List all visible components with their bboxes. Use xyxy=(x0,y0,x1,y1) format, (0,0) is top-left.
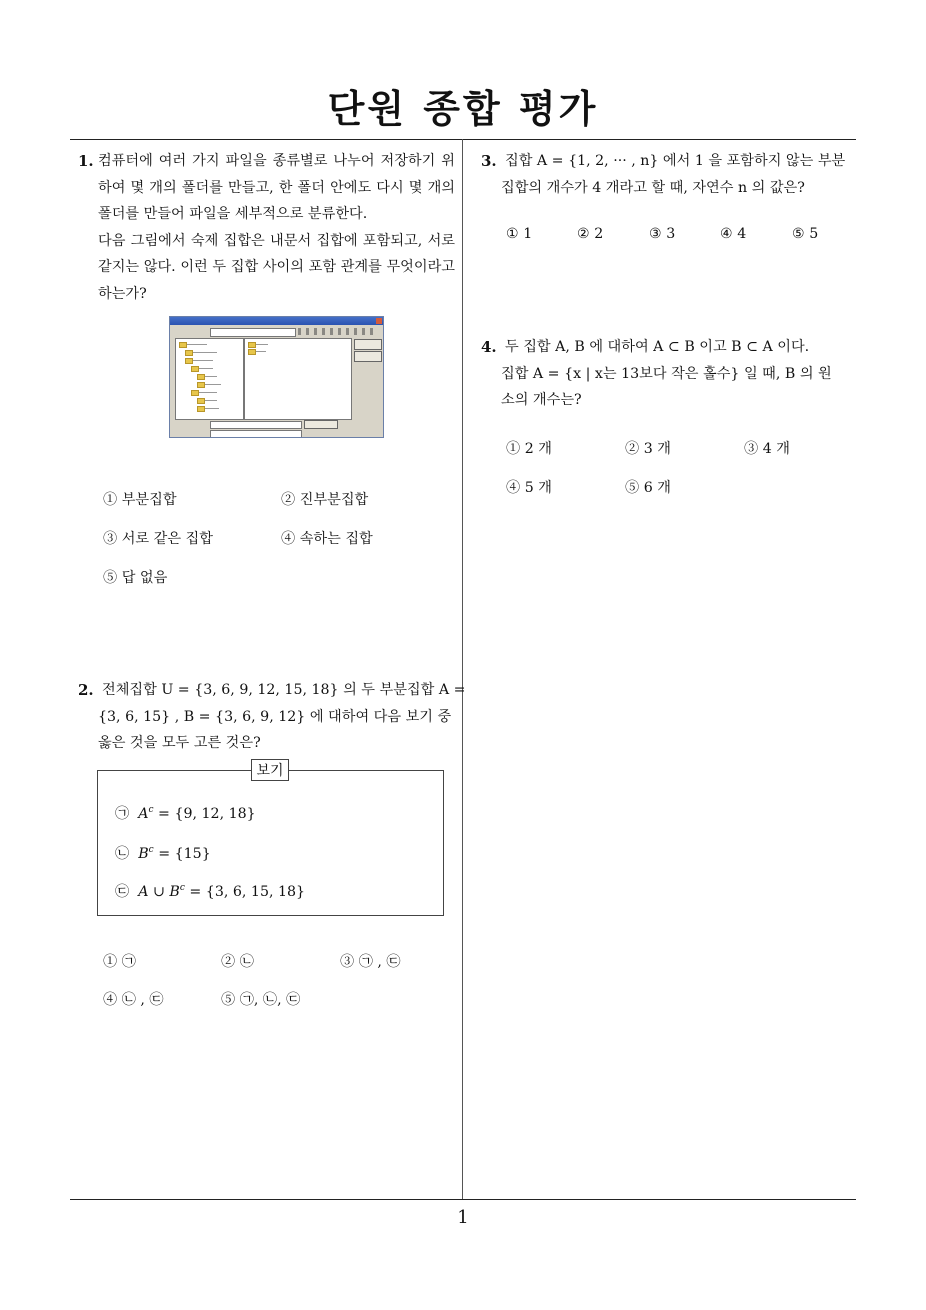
q1-option-3: ③ 서로 같은 집합 xyxy=(103,531,213,547)
question-3-line-2: 집합의 개수가 4 개라고 할 때, 자연수 n 의 값은? xyxy=(501,179,805,196)
q2-option-3: ③ ㉠ , ㉢ xyxy=(340,954,401,970)
question-2-number: 2. xyxy=(78,681,94,699)
q2-option-4: ④ ㉡ , ㉢ xyxy=(103,992,164,1008)
bogi-label: 보기 xyxy=(251,759,289,781)
file-dialog-illustration xyxy=(169,316,384,438)
q4-option-1: ① 2 개 xyxy=(506,441,552,457)
q4-option-4: ④ 5 개 xyxy=(506,480,552,496)
question-1-number: 1. xyxy=(78,152,94,170)
bogi-item-2: ㉡ $B^c = \{15\}$ xyxy=(115,845,211,862)
top-rule xyxy=(70,139,856,140)
question-3-line-1: 집합 A = {1, 2, ··· , n} 에서 1 을 포함하지 않는 부분 xyxy=(505,153,846,169)
q3-option-5: ⑤ 5 xyxy=(792,226,819,242)
question-4 xyxy=(481,334,860,414)
bogi-item-3-mark: ㉢ xyxy=(115,884,130,900)
bogi-item-2-mark: ㉡ xyxy=(115,846,130,862)
bogi-item-1-text: = {9, 12, 18} xyxy=(158,806,256,822)
q1-option-5: ⑤ 답 없음 xyxy=(103,570,168,586)
question-3-number: 3. xyxy=(481,152,497,170)
q2-option-5: ⑤ ㉠, ㉡, ㉢ xyxy=(221,992,301,1008)
q1-option-1: ① 부분집합 xyxy=(103,492,177,508)
q4-option-5: ⑤ 6 개 xyxy=(625,480,671,496)
q1-option-4: ④ 속하는 집합 xyxy=(281,531,373,547)
question-4-line-2: 집합 A = {x | x는 13보다 작은 홀수} 일 때, B 의 원 xyxy=(501,365,832,382)
page-number: 1 xyxy=(457,1207,469,1228)
q3-option-1: ① 1 xyxy=(506,226,533,242)
question-1-paragraph-1: 컴퓨터에 여러 가지 파일을 종류별로 나누어 저장하기 위하여 몇 개의 폴더를 만들고, 한 폴더 안에도 다시 몇 개의 폴더를 만들어 파일을 세부적으로 분류한다. xyxy=(98,153,455,222)
bottom-rule xyxy=(70,1199,856,1200)
question-2-line-1: 전체집합 U = {3, 6, 9, 12, 15, 18} 의 두 부분집합 A = xyxy=(102,682,466,698)
bogi-item-1-mark: ㉠ xyxy=(115,806,130,822)
q2-option-2: ② ㉡ xyxy=(221,954,254,970)
bogi-item-1: ㉠ $A^c = \{9$, 12, 18} xyxy=(115,805,256,822)
question-1-paragraph-2: 다음 그림에서 숙제 집합은 내문서 집합에 포함되고, 서로 같지는 않다. 이런 두 집합 사이의 포함 관계를 무엇이라고 하는가? xyxy=(98,232,455,302)
q3-option-2: ② 2 xyxy=(577,226,604,242)
q2-option-1: ① ㉠ xyxy=(103,954,136,970)
question-3 xyxy=(481,148,860,201)
column-divider xyxy=(462,139,463,1199)
q3-option-3: ③ 3 xyxy=(649,226,676,242)
question-2 xyxy=(78,677,466,757)
q4-option-2: ② 3 개 xyxy=(625,441,671,457)
q1-option-2: ② 진부분집합 xyxy=(281,492,369,508)
q4-option-3: ③ 4 개 xyxy=(744,441,790,457)
page-title: 단원 종합 평가 xyxy=(327,87,599,131)
question-4-line-1: 두 집합 A, B 에 대하여 A ⊂ B 이고 B ⊂ A 이다. xyxy=(505,339,810,355)
bogi-item-3-text: = {3, 6, 15, 18} xyxy=(189,884,306,900)
question-2-line-3: 옳은 것을 모두 고른 것은? xyxy=(98,735,261,751)
question-4-line-3: 소의 개수는? xyxy=(501,392,582,408)
q3-option-4: ④ 4 xyxy=(720,226,747,242)
question-4-number: 4. xyxy=(481,338,497,356)
question-1 xyxy=(78,148,455,307)
question-2-line-2: {3, 6, 15} , B = {3, 6, 9, 12} 에 대하여 다음 보기 중 xyxy=(98,708,452,725)
bogi-item-2-text: = {15} xyxy=(158,846,211,862)
bogi-item-3: ㉢ A ∪ $B^c = \{3$, 6, 15, 18} xyxy=(115,883,306,900)
